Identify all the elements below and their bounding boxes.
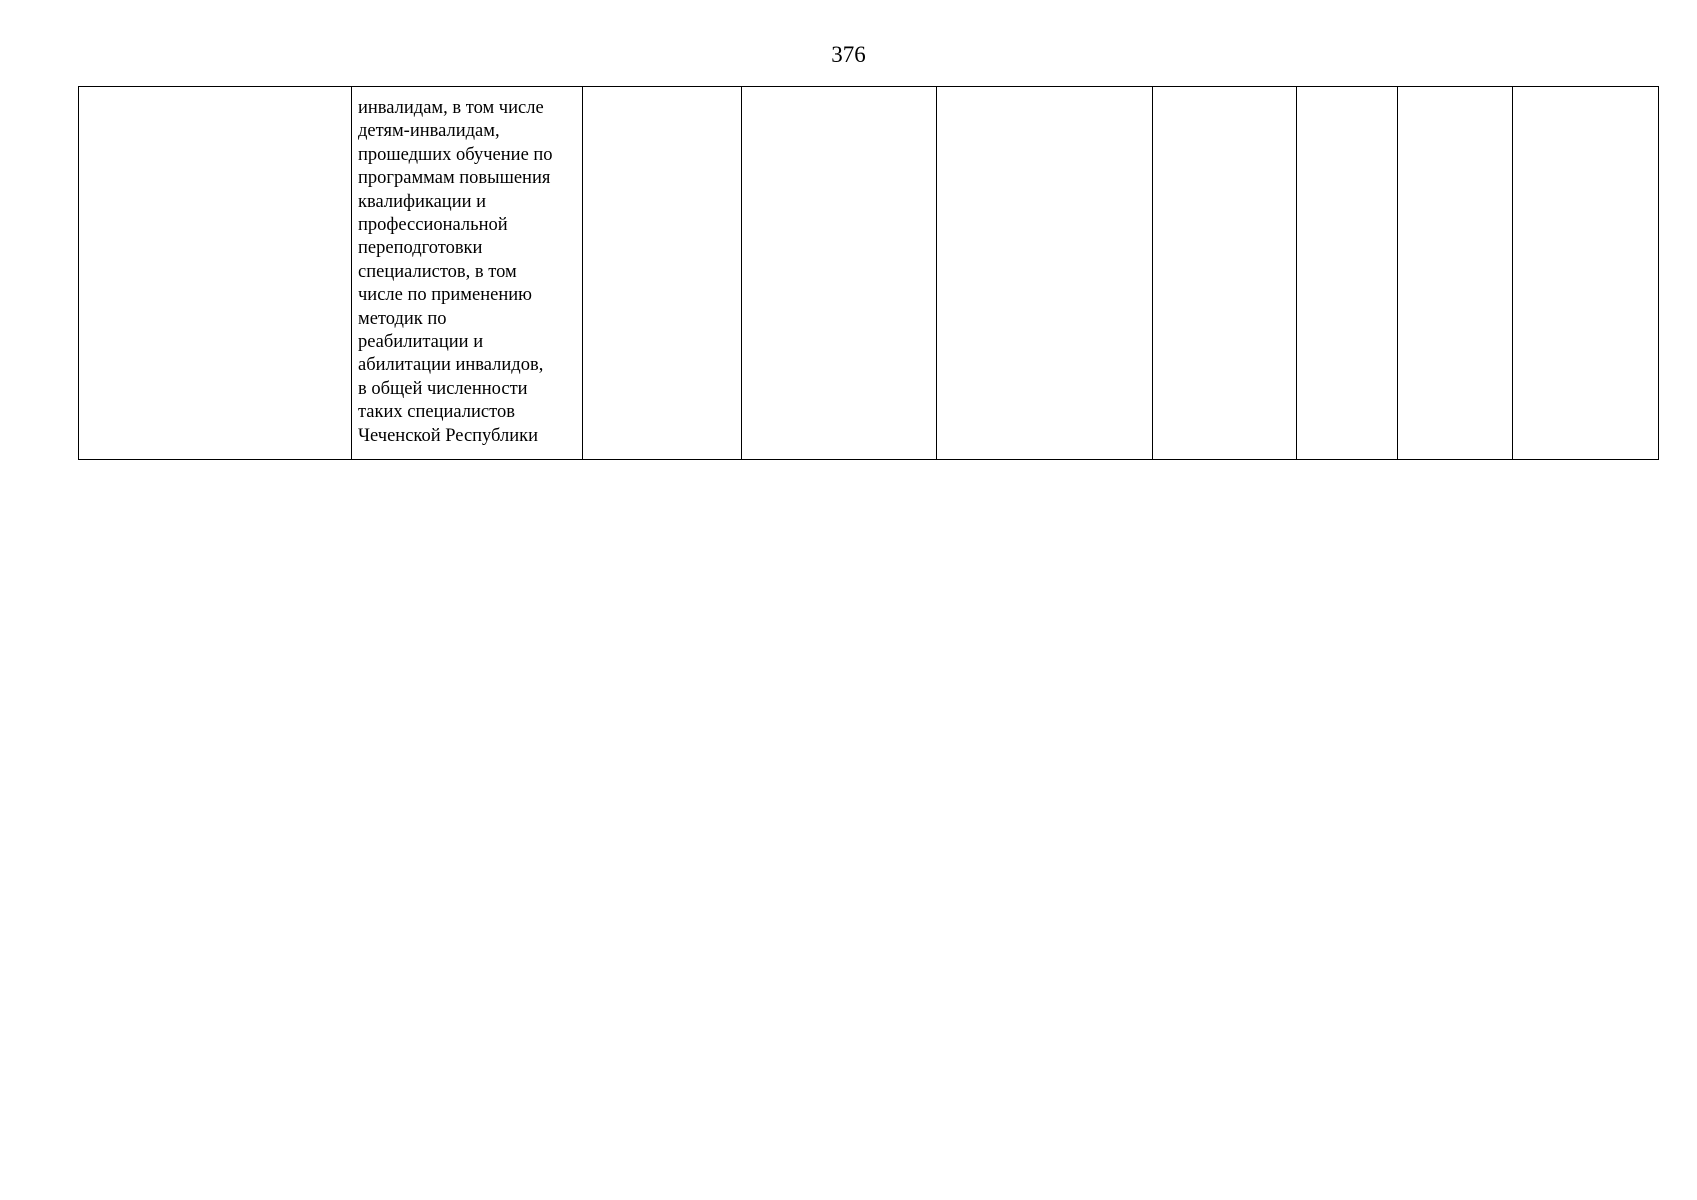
table-cell-5 xyxy=(937,87,1153,460)
table-cell-1 xyxy=(79,87,352,460)
table-cell-6 xyxy=(1153,87,1297,460)
indicator-line: квалификации и xyxy=(358,191,487,212)
indicator-line: абилитации инвалидов, xyxy=(358,355,544,376)
indicator-line: в общей численности xyxy=(358,378,528,399)
indicator-line: методик по xyxy=(358,308,447,329)
indicator-line: реабилитации и xyxy=(358,332,484,353)
table-row xyxy=(79,87,1659,460)
indicator-line: детям-инвалидам, xyxy=(358,121,500,142)
indicator-line: числе по применению xyxy=(358,285,532,306)
indicator-line: профессиональной xyxy=(358,215,508,236)
indicator-line: Чеченской Республики xyxy=(358,425,539,446)
table-cell-8 xyxy=(1398,87,1513,460)
data-table xyxy=(78,86,1659,460)
table-cell-9 xyxy=(1513,87,1659,460)
table-cell-7 xyxy=(1297,87,1398,460)
indicator-line: программам повышения xyxy=(358,168,551,189)
indicator-line: специалистов, в том xyxy=(358,261,517,282)
indicator-line: переподготовки xyxy=(358,238,483,259)
table-cell-4 xyxy=(742,87,937,460)
page-number: 376 xyxy=(831,42,866,67)
table-cell-indicator xyxy=(352,87,583,460)
indicator-line: инвалидам, в том числе xyxy=(358,98,544,118)
indicator-line: таких специалистов xyxy=(358,402,515,423)
indicator-line: прошедших обучение по xyxy=(358,144,553,165)
table-cell-3 xyxy=(583,87,742,460)
